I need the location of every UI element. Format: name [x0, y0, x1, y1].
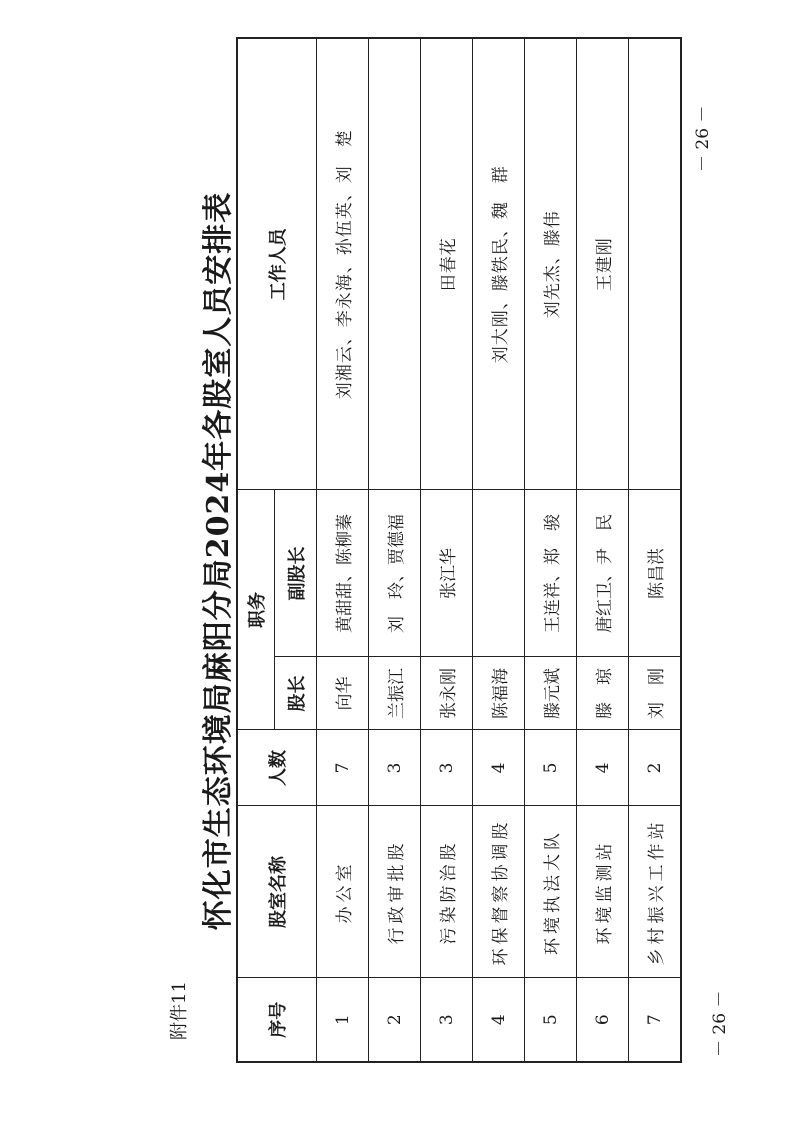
staff-roster-table — [236, 37, 682, 1063]
cell-count: 7 — [317, 730, 369, 806]
cell-deputy: 唐红卫、尹 民 — [577, 490, 629, 657]
cell-dept: 行政审批股 — [369, 806, 421, 978]
cell-chief: 刘 刚 — [629, 657, 682, 730]
header-deputy: 副股长 — [275, 490, 317, 657]
cell-seq: 2 — [369, 978, 421, 1062]
table-header-row — [237, 38, 275, 1062]
cell-count: 4 — [577, 730, 629, 806]
cell-staff — [629, 38, 682, 490]
cell-staff: 王建刚 — [577, 38, 629, 490]
page-number-bottom: － 26 － — [710, 990, 730, 1057]
cell-staff: 刘先杰、滕伟 — [525, 38, 577, 490]
cell-dept: 环境执法大队 — [525, 806, 577, 978]
header-position: 职务 — [237, 490, 275, 730]
cell-deputy: 陈昌洪 — [629, 490, 682, 657]
cell-dept: 环保督察协调股 — [473, 806, 525, 978]
cell-chief: 滕元斌 — [525, 657, 577, 730]
cell-chief: 滕 琼 — [577, 657, 629, 730]
cell-chief: 张永刚 — [421, 657, 473, 730]
cell-seq: 5 — [525, 978, 577, 1062]
cell-seq: 7 — [629, 978, 682, 1062]
cell-seq: 4 — [473, 978, 525, 1062]
header-staff: 工作人员 — [237, 38, 317, 490]
header-chief: 股长 — [275, 657, 317, 730]
header-seq: 序号 — [237, 978, 317, 1062]
cell-count: 5 — [525, 730, 577, 806]
cell-deputy: 刘 玲、贾德福 — [369, 490, 421, 657]
cell-deputy: 黄甜甜、陈柳蓁 — [317, 490, 369, 657]
cell-chief: 陈福海 — [473, 657, 525, 730]
cell-count: 3 — [369, 730, 421, 806]
cell-count: 2 — [629, 730, 682, 806]
cell-count: 3 — [421, 730, 473, 806]
cell-dept: 乡村振兴工作站 — [629, 806, 682, 978]
cell-staff: 刘大刚、滕铁民、魏 群 — [473, 38, 525, 490]
cell-deputy: 王连祥、郑 骏 — [525, 490, 577, 657]
cell-chief: 兰振江 — [369, 657, 421, 730]
cell-staff — [369, 38, 421, 490]
cell-deputy — [473, 490, 525, 657]
table-row — [577, 38, 629, 1062]
header-count: 人数 — [237, 730, 317, 806]
attachment-label: 附件11 — [169, 981, 190, 1040]
cell-seq: 6 — [577, 978, 629, 1062]
cell-chief: 向华 — [317, 657, 369, 730]
table-row — [629, 38, 682, 1062]
cell-dept: 污染防治股 — [421, 806, 473, 978]
header-dept: 股室名称 — [237, 806, 317, 978]
cell-seq: 1 — [317, 978, 369, 1062]
cell-dept: 办公室 — [317, 806, 369, 978]
page-title: 怀化市生态环境局麻阳分局2024年各股室人员安排表 — [201, 191, 236, 931]
cell-dept: 环境监测站 — [577, 806, 629, 978]
cell-count: 4 — [473, 730, 525, 806]
table-row — [369, 38, 421, 1062]
table-row — [525, 38, 577, 1062]
cell-deputy: 张江华 — [421, 490, 473, 657]
page-number-right: － 26 － — [693, 105, 713, 172]
table-row — [317, 38, 369, 1062]
cell-seq: 3 — [421, 978, 473, 1062]
cell-staff: 田春花 — [421, 38, 473, 490]
table-row — [421, 38, 473, 1062]
cell-staff: 刘湘云、李永海、孙伍英、刘 楚 — [317, 38, 369, 490]
table-row — [473, 38, 525, 1062]
